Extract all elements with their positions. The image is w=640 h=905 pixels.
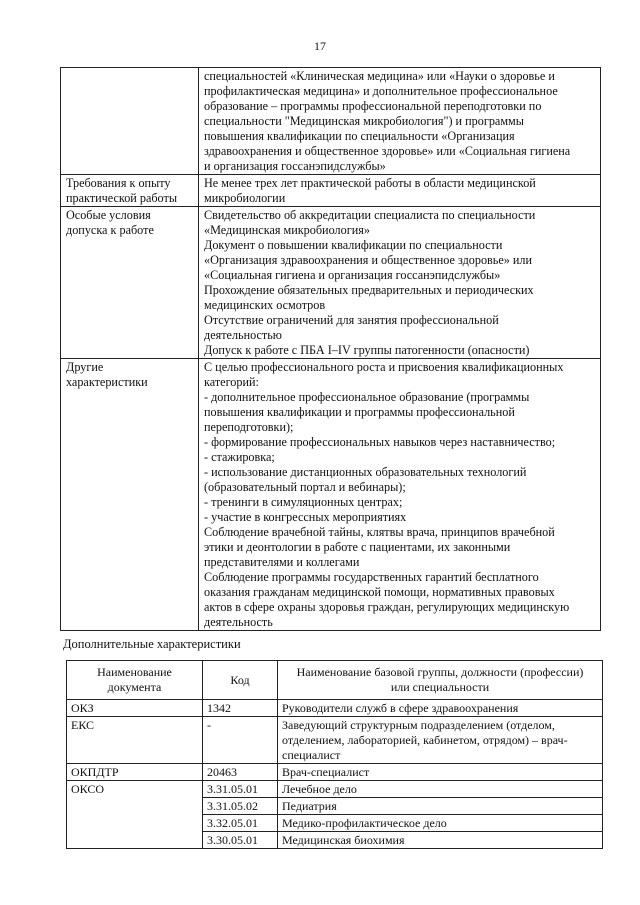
text-line: Особые условия — [66, 208, 151, 222]
text-line: «Медицинская микробиология» — [204, 223, 370, 237]
text-line: Врач-специалист — [282, 765, 370, 779]
text-line: повышения квалификации по специальности «Организация — [204, 129, 515, 143]
cell-name — [278, 700, 603, 717]
table-row — [61, 175, 601, 207]
text-line: Лечебное дело — [282, 782, 357, 796]
row-value — [199, 207, 601, 359]
cell-name — [278, 815, 603, 832]
qualification-table — [60, 67, 601, 631]
text-line: Прохождение обязательных предварительных и периодических — [204, 283, 534, 297]
table-row — [67, 781, 603, 798]
cell-code: 3.31.05.01 — [203, 781, 278, 798]
cell-code: 3.31.05.02 — [203, 798, 278, 815]
text-line: Документ о повышении квалификации по специальности — [204, 238, 503, 252]
cell-code: 20463 — [203, 764, 278, 781]
text-line: Другие — [66, 360, 104, 374]
additional-characteristics-table — [66, 660, 603, 849]
text-line: этики и деонтологии в работе с пациентами, их законными — [204, 540, 511, 554]
text-line: представителями и коллегами — [204, 555, 360, 569]
text-line: оказания гражданам медицинской помощи, нормативных правовых — [204, 585, 555, 599]
text-line: деятельностью — [204, 328, 282, 342]
row-value — [199, 359, 601, 631]
header-document: Наименование документа — [67, 661, 203, 700]
text-line: актов в сфере охраны здоровья граждан, регулирующих медицинскую — [204, 600, 570, 614]
cell-code: - — [203, 717, 278, 764]
text-line: характеристики — [66, 375, 148, 389]
table-row — [67, 717, 603, 764]
page-number: 17 — [314, 39, 326, 53]
text-line: «Социальная гигиена и организация госсанэпидслужбы» — [204, 268, 501, 282]
text-line: переподготовки); — [204, 420, 294, 434]
row-value — [199, 68, 601, 175]
text-line: специальностей «Клиническая медицина» или «Науки о здоровье и — [204, 69, 555, 83]
text-line: медицинских осмотров — [204, 298, 326, 312]
text-line: отделением, лабораторией, кабинетом, отрядом) – врач- — [282, 733, 568, 747]
text-line: Не менее трех лет практической работы в области медицинской — [204, 176, 536, 190]
additional-characteristics-title: Дополнительные характеристики — [63, 637, 241, 651]
cell-document: ЕКС — [67, 717, 203, 764]
cell-name — [278, 717, 603, 764]
cell-code: 3.32.05.01 — [203, 815, 278, 832]
text-line: - дополнительное профессиональное образование (программы — [204, 390, 530, 404]
text-line: микробиологии — [204, 191, 286, 205]
text-line: Заведующий структурным подразделением (отделом, — [282, 718, 555, 732]
cell-document: ОКЗ — [67, 700, 203, 717]
cell-document: ОКПДТР — [67, 764, 203, 781]
table-row — [61, 207, 601, 359]
row-label — [61, 68, 199, 175]
text-line: - участие в конгрессных мероприятиях — [204, 510, 407, 524]
text-line: Отсутствие ограничений для занятия профессиональной — [204, 313, 499, 327]
text-line: практической работы — [66, 191, 178, 205]
cell-code: 3.30.05.01 — [203, 832, 278, 849]
text-line: специальности "Медицинская микробиология") и программы — [204, 114, 524, 128]
table-row — [67, 700, 603, 717]
cell-name — [278, 764, 603, 781]
text-line: - формирование профессиональных навыков через наставничество; — [204, 435, 556, 449]
text-line: и организация госсанэпидслужбы» — [204, 159, 386, 173]
text-line: Медико-профилактическое дело — [282, 816, 447, 830]
text-line: - тренинги в симуляционных центрах; — [204, 495, 403, 509]
text-line: Соблюдение врачебной тайны, клятвы врача, принципов врачебной — [204, 525, 555, 539]
row-label — [61, 359, 199, 631]
row-label — [61, 207, 199, 359]
text-line: Педиатрия — [282, 799, 337, 813]
table-row — [67, 764, 603, 781]
text-line: Медицинская биохимия — [282, 833, 405, 847]
text-line: С целью профессионального роста и присвоения квалификационных — [204, 360, 564, 374]
cell-name — [278, 781, 603, 798]
table-row — [61, 68, 601, 175]
text-line: образование – программы профессиональной переподготовки по — [204, 99, 542, 113]
text-line: деятельность — [204, 615, 273, 629]
text-line: «Организация здравоохранения и общественное здоровье» или — [204, 253, 533, 267]
text-line: Соблюдение программы государственных гарантий бесплатного — [204, 570, 539, 584]
text-line: - стажировка; — [204, 450, 275, 464]
row-value — [199, 175, 601, 207]
row-label — [61, 175, 199, 207]
text-line: повышения квалификации и программы профессиональной — [204, 405, 515, 419]
table-row — [61, 359, 601, 631]
text-line: категорий: — [204, 375, 259, 389]
text-line: (образовательный портал и вебинары); — [204, 480, 406, 494]
text-line: допуска к работе — [66, 223, 154, 237]
text-line: Свидетельство об аккредитации специалиста по специальности — [204, 208, 536, 222]
header-code: Код — [203, 661, 278, 700]
header-name: Наименование базовой группы, должности (профессии) или специальности — [278, 661, 603, 700]
text-line: специалист — [282, 748, 341, 762]
text-line: - использование дистанционных образовательных технологий — [204, 465, 527, 479]
cell-name — [278, 832, 603, 849]
text-line: здравоохранения и общественное здоровье» или «Социальная гигиена — [204, 144, 571, 158]
text-line: Требования к опыту — [66, 176, 171, 190]
header-row — [67, 661, 603, 700]
cell-document: ОКСО — [67, 781, 203, 849]
text-line: Допуск к работе с ПБА I–IV группы патогенности (опасности) — [204, 343, 530, 357]
text-line: профилактическая медицина» и дополнительное профессиональное — [204, 84, 558, 98]
cell-name — [278, 798, 603, 815]
cell-code: 1342 — [203, 700, 278, 717]
text-line: Руководители служб в сфере здравоохранения — [282, 701, 519, 715]
